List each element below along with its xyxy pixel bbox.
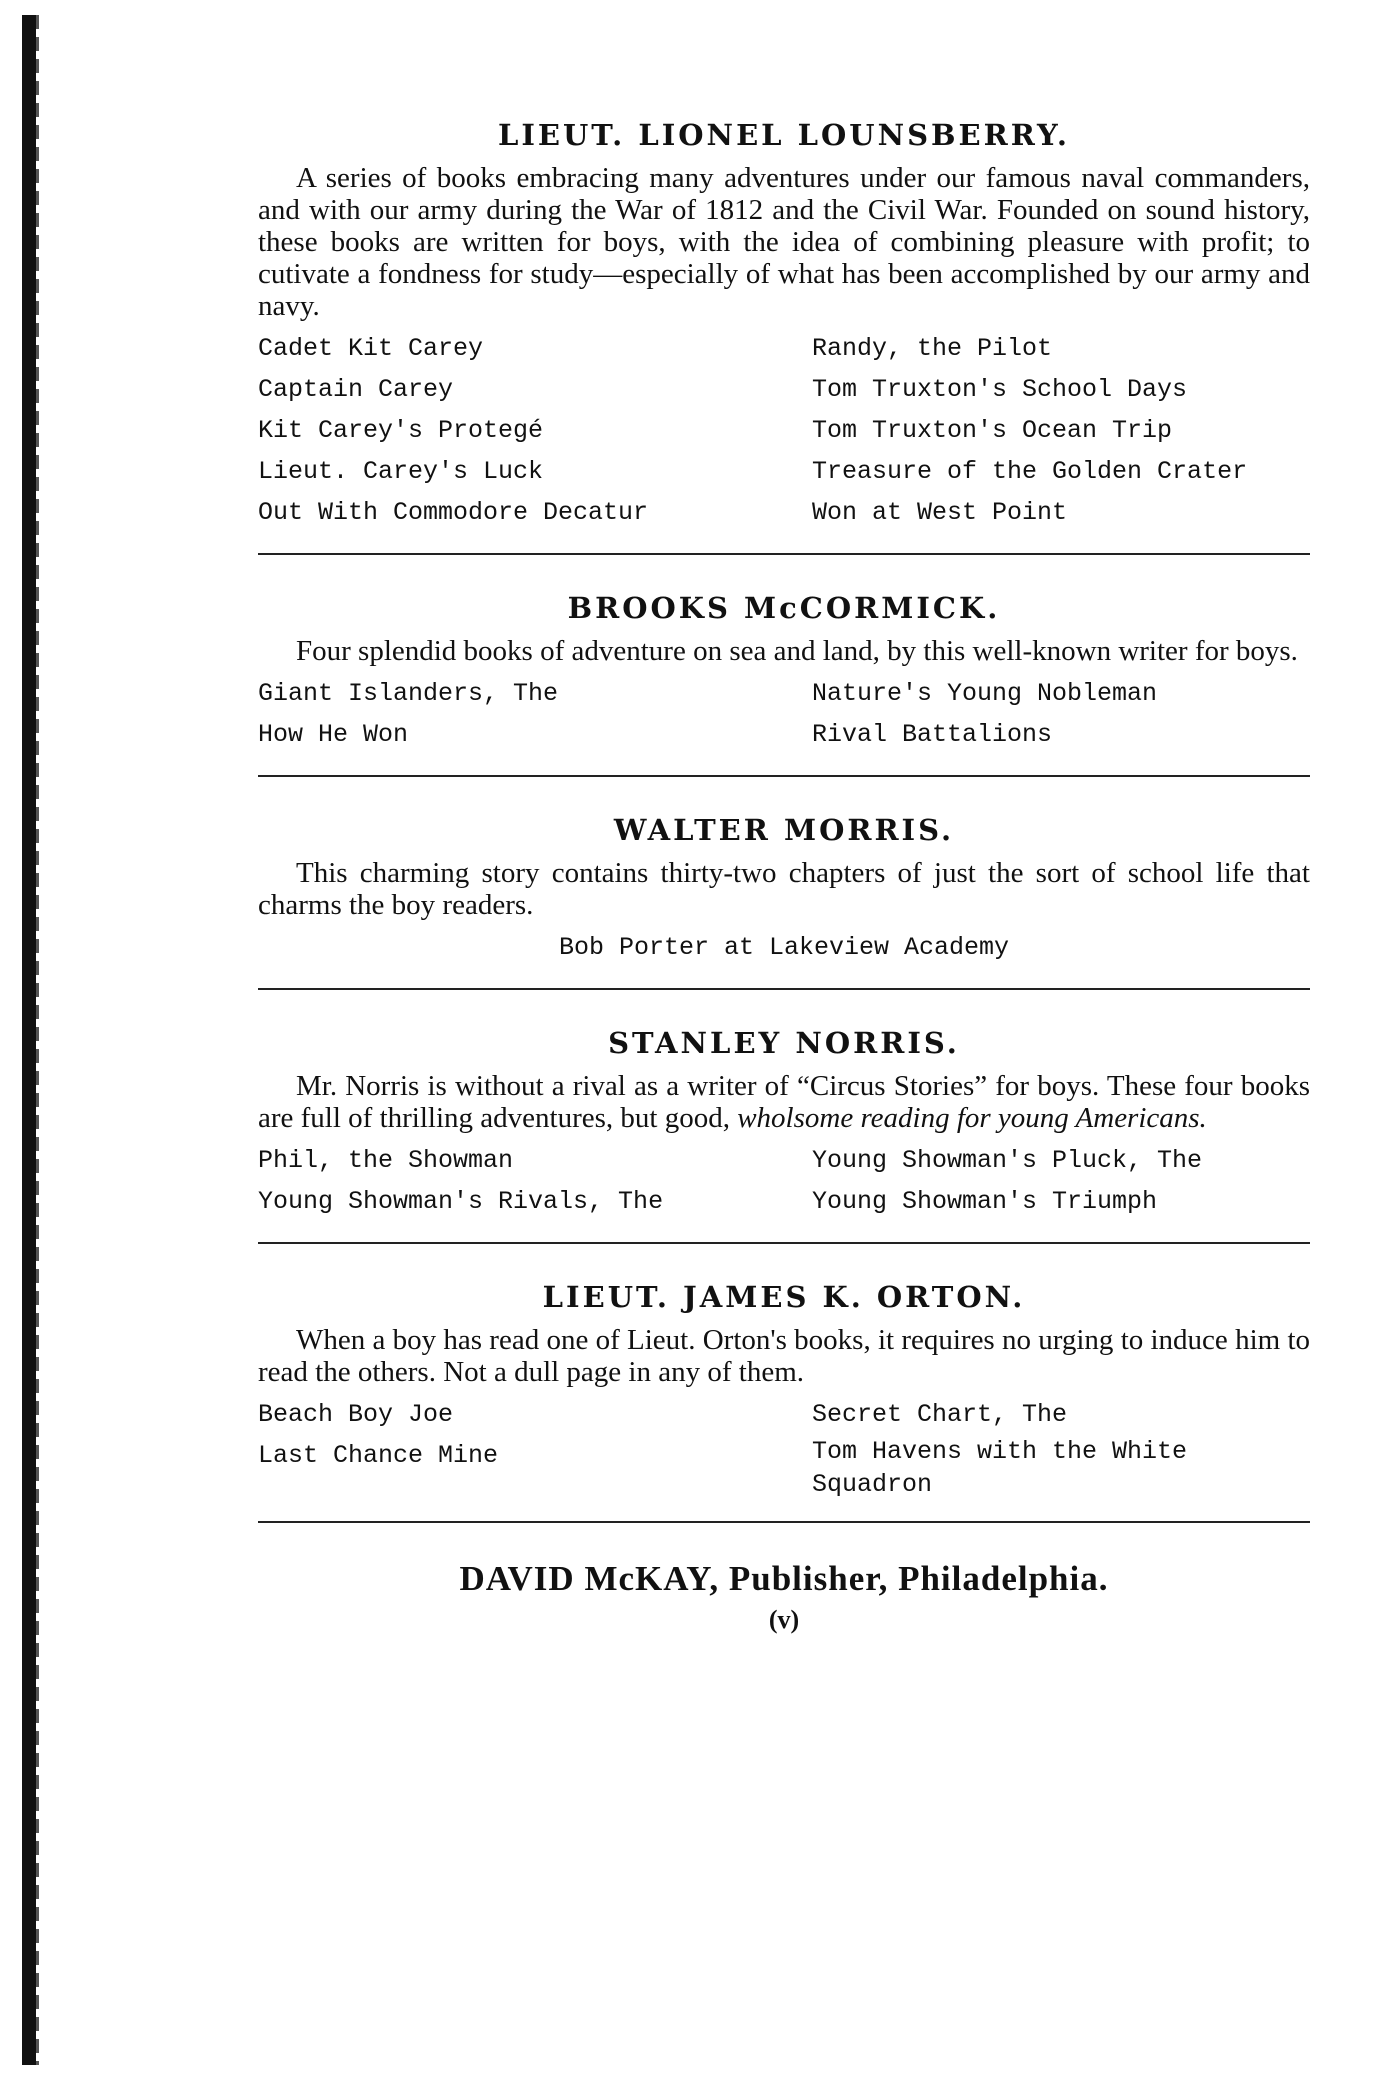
section-heading: LIEUT. LIONEL LOUNSBERRY. bbox=[497, 118, 1071, 152]
book-title: Tom Havens with the White Squadron bbox=[812, 1437, 1188, 1499]
book-binding bbox=[22, 15, 36, 2065]
section-blurb bbox=[258, 1070, 1310, 1134]
catalog-page bbox=[258, 118, 1310, 1635]
book-title: Phil, the Showman bbox=[258, 1146, 514, 1175]
book-title: Treasure of the Golden Crater bbox=[812, 457, 1248, 486]
title-list bbox=[258, 1394, 1310, 1501]
book-title: How He Won bbox=[258, 720, 409, 749]
book-title: Out With Commodore Decatur bbox=[258, 498, 649, 527]
book-title: Bob Porter at Lakeview Academy bbox=[558, 933, 1010, 962]
book-title: Lieut. Carey's Luck bbox=[258, 457, 544, 486]
blurb-italic-text: wholsome reading for young Americans. bbox=[737, 1102, 1207, 1134]
section-heading: WALTER MORRIS. bbox=[613, 813, 955, 847]
book-title: Rival Battalions bbox=[812, 720, 1053, 749]
section-divider bbox=[258, 1242, 1310, 1244]
section-blurb: A series of books embracing many adventures under our famous naval commanders, and with our army during the War of 1812 and the Civil War. Founded on sound history, these books are written for boys, with the idea of combining pleasure with profit; to cutivate a fondness for study—especially of what has been accomplished by our army and navy. bbox=[258, 162, 1310, 322]
book-title: Giant Islanders, The bbox=[258, 679, 559, 708]
section-morris bbox=[258, 813, 1310, 990]
section-divider bbox=[258, 988, 1310, 990]
section-norris bbox=[258, 1026, 1310, 1244]
binding-edge bbox=[36, 15, 39, 2065]
book-title: Secret Chart, The bbox=[812, 1400, 1068, 1429]
book-title: Randy, the Pilot bbox=[812, 334, 1053, 363]
book-title: Last Chance Mine bbox=[258, 1441, 499, 1470]
section-mccormick bbox=[258, 591, 1310, 777]
book-title: Kit Carey's Protegé bbox=[258, 416, 544, 445]
publisher-line: DAVID McKAY, Publisher, Philadelphia. bbox=[459, 1559, 1109, 1598]
title-list bbox=[258, 673, 1310, 755]
blurb-text: Mr. Norris is without a rival as a writer of “Circus Stories” for boys. These four books are full of thrilling adventures, but good, bbox=[258, 1070, 1310, 1134]
section-blurb: When a boy has read one of Lieut. Orton's books, it requires no urging to induce him to read the others. Not a dull page in any of them. bbox=[258, 1324, 1310, 1388]
book-title: Young Showman's Pluck, The bbox=[812, 1146, 1203, 1175]
book-title: Captain Carey bbox=[258, 375, 454, 404]
section-lounsberry bbox=[258, 118, 1310, 555]
section-blurb: Four splendid books of adventure on sea and land, by this well-known writer for boys. bbox=[296, 635, 1298, 667]
section-heading: BROOKS McCORMICK. bbox=[567, 591, 1001, 625]
book-title: Tom Truxton's Ocean Trip bbox=[812, 416, 1173, 445]
book-title: Tom Truxton's School Days bbox=[812, 375, 1188, 404]
book-title: Nature's Young Nobleman bbox=[812, 679, 1158, 708]
page-number: (v) bbox=[768, 1605, 800, 1634]
book-title: Cadet Kit Carey bbox=[258, 334, 484, 363]
title-list bbox=[258, 1140, 1310, 1222]
section-orton bbox=[258, 1280, 1310, 1523]
section-heading: LIEUT. JAMES K. ORTON. bbox=[542, 1280, 1026, 1314]
book-title: Won at West Point bbox=[812, 498, 1068, 527]
section-divider bbox=[258, 775, 1310, 777]
book-title: Young Showman's Rivals, The bbox=[258, 1187, 664, 1216]
section-divider bbox=[258, 553, 1310, 555]
section-divider bbox=[258, 1521, 1310, 1523]
title-list bbox=[258, 328, 1310, 533]
book-title: Young Showman's Triumph bbox=[812, 1187, 1158, 1216]
section-heading: STANLEY NORRIS. bbox=[608, 1026, 960, 1060]
section-blurb: This charming story contains thirty-two chapters of just the sort of school life that charms the boy readers. bbox=[258, 857, 1310, 921]
book-title: Beach Boy Joe bbox=[258, 1400, 454, 1429]
